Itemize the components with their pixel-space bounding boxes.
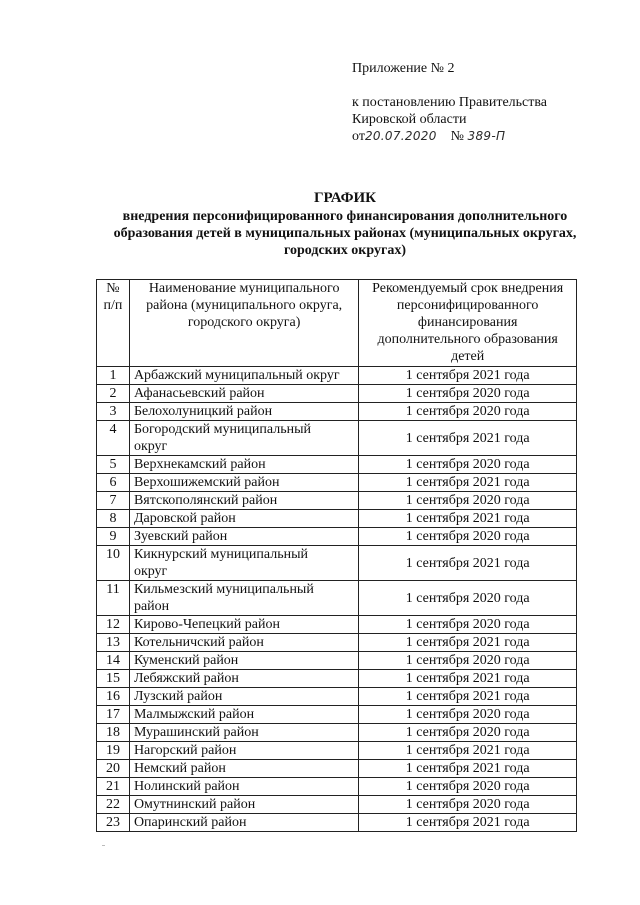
table-row (97, 670, 577, 688)
row-number: 3 (97, 403, 130, 421)
row-number: 6 (97, 474, 130, 492)
table-body (97, 367, 577, 832)
district-name-line: округ (133, 564, 168, 579)
row-number: 11 (97, 581, 130, 616)
table-row (97, 456, 577, 474)
row-number: 13 (97, 634, 130, 652)
table-row (97, 581, 577, 616)
row-deadline: 1 сентября 2020 года (359, 528, 577, 546)
row-district-name (129, 778, 358, 796)
table-row (97, 616, 577, 634)
row-district-name (129, 546, 358, 581)
district-name-line: Даровской район (133, 511, 236, 526)
table-row (97, 706, 577, 724)
district-name-line: Мурашинский район (133, 725, 259, 740)
row-deadline: 1 сентября 2020 года (359, 385, 577, 403)
district-name-line: Лебяжский район (133, 671, 239, 686)
row-deadline: 1 сентября 2020 года (359, 616, 577, 634)
table-row (97, 814, 577, 832)
district-name-line: район (133, 599, 170, 614)
row-deadline: 1 сентября 2021 года (359, 546, 577, 581)
row-number: 19 (97, 742, 130, 760)
district-name-line: Лузский район (133, 689, 223, 704)
row-deadline: 1 сентября 2021 года (359, 421, 577, 456)
row-deadline: 1 сентября 2020 года (359, 581, 577, 616)
table-row (97, 760, 577, 778)
heading-title: ГРАФИК (313, 190, 377, 206)
row-district-name (129, 403, 358, 421)
row-district-name (129, 367, 358, 385)
row-number: 1 (97, 367, 130, 385)
row-district-name (129, 616, 358, 634)
district-name-line: Омутнинский район (133, 797, 256, 812)
row-deadline: 1 сентября 2020 года (359, 652, 577, 670)
annex-ref-line2: Кировской области (352, 112, 467, 127)
row-deadline: 1 сентября 2021 года (359, 367, 577, 385)
table-row (97, 742, 577, 760)
district-name-line: Вятскополянский район (133, 493, 278, 508)
heading-line3: городских округах) (283, 243, 406, 258)
table-row (97, 652, 577, 670)
row-deadline: 1 сентября 2020 года (359, 492, 577, 510)
scan-mark (102, 845, 105, 846)
district-name-line: Верхошижемский район (133, 475, 280, 490)
header-num: № п/п (97, 280, 130, 367)
table-row (97, 778, 577, 796)
row-district-name (129, 688, 358, 706)
district-name-line: Нолинский район (133, 779, 240, 794)
district-name-line: Малмыжский район (133, 707, 255, 722)
row-district-name (129, 456, 358, 474)
row-deadline: 1 сентября 2020 года (359, 796, 577, 814)
row-deadline: 1 сентября 2021 года (359, 474, 577, 492)
district-name-line: Опаринский район (133, 815, 247, 830)
district-name-line: Нагорский район (133, 743, 237, 758)
row-deadline: 1 сентября 2020 года (359, 456, 577, 474)
header-name: Наименование муниципального района (муниципального округа, городского округа) (129, 280, 358, 367)
table-row (97, 403, 577, 421)
row-district-name (129, 706, 358, 724)
row-district-name (129, 760, 358, 778)
district-name-line: Верхнекамский район (133, 457, 266, 472)
handwritten-number: 389-П (467, 129, 506, 143)
district-name-line: Арбажский муниципальный округ (133, 368, 340, 383)
row-district-name (129, 528, 358, 546)
row-deadline: 1 сентября 2020 года (359, 706, 577, 724)
row-number: 10 (97, 546, 130, 581)
header-term: Рекомендуемый срок внедрения персонифицированного финансирования дополнительного образования детей (359, 280, 577, 367)
row-district-name (129, 510, 358, 528)
row-deadline: 1 сентября 2021 года (359, 688, 577, 706)
table-row (97, 796, 577, 814)
row-district-name (129, 814, 358, 832)
row-deadline: 1 сентября 2021 года (359, 742, 577, 760)
row-district-name (129, 421, 358, 456)
table-row (97, 421, 577, 456)
table-row (97, 510, 577, 528)
table-header-row (97, 280, 577, 367)
table-row (97, 688, 577, 706)
district-name-line: Кирово-Чепецкий район (133, 617, 280, 632)
row-district-name (129, 385, 358, 403)
district-name-line: Афанасьевский район (133, 386, 265, 401)
row-deadline: 1 сентября 2021 года (359, 634, 577, 652)
district-name-line: Куменский район (133, 653, 239, 668)
row-number: 4 (97, 421, 130, 456)
row-number: 20 (97, 760, 130, 778)
number-prefix: № (450, 129, 465, 144)
district-name-line: Белохолуницкий район (133, 404, 273, 419)
row-district-name (129, 474, 358, 492)
row-deadline: 1 сентября 2020 года (359, 403, 577, 421)
row-number: 21 (97, 778, 130, 796)
handwritten-date: 20.07.2020 (364, 129, 437, 143)
row-district-name (129, 634, 358, 652)
district-name-line: округ (133, 439, 168, 454)
table-row (97, 367, 577, 385)
row-number: 5 (97, 456, 130, 474)
row-district-name (129, 724, 358, 742)
annex-date-line (352, 128, 547, 145)
row-deadline: 1 сентября 2020 года (359, 778, 577, 796)
annex-block (352, 60, 547, 145)
row-deadline: 1 сентября 2021 года (359, 814, 577, 832)
district-name-line: Богородский муниципальный (133, 422, 312, 437)
row-number: 23 (97, 814, 130, 832)
schedule-table (96, 279, 577, 832)
row-number: 17 (97, 706, 130, 724)
annex-ref-line1: к постановлению Правительства (352, 95, 548, 110)
row-district-name (129, 670, 358, 688)
district-name-line: Немский район (133, 761, 226, 776)
row-number: 7 (97, 492, 130, 510)
row-number: 18 (97, 724, 130, 742)
table-row (97, 724, 577, 742)
row-number: 22 (97, 796, 130, 814)
heading-line1: внедрения персонифицированного финансирования дополнительного (122, 209, 568, 224)
row-deadline: 1 сентября 2021 года (359, 670, 577, 688)
row-deadline: 1 сентября 2020 года (359, 724, 577, 742)
row-deadline: 1 сентября 2021 года (359, 510, 577, 528)
row-number: 9 (97, 528, 130, 546)
row-number: 8 (97, 510, 130, 528)
row-number: 15 (97, 670, 130, 688)
table-row (97, 546, 577, 581)
row-number: 12 (97, 616, 130, 634)
row-number: 16 (97, 688, 130, 706)
row-district-name (129, 742, 358, 760)
document-heading (95, 190, 595, 259)
district-name-line: Котельничский район (133, 635, 264, 650)
annex-title: Приложение № 2 (352, 61, 455, 76)
row-number: 2 (97, 385, 130, 403)
district-name-line: Зуевский район (133, 529, 228, 544)
date-prefix: от (352, 129, 365, 144)
district-name-line: Кильмезский муниципальный (133, 582, 314, 597)
table-row (97, 528, 577, 546)
table-row (97, 474, 577, 492)
table-row (97, 385, 577, 403)
heading-line2: образования детей в муниципальных районах (муниципальных округах, (113, 226, 577, 241)
table-row (97, 492, 577, 510)
row-district-name (129, 652, 358, 670)
district-name-line: Кикнурский муниципальный (133, 547, 308, 562)
row-district-name (129, 581, 358, 616)
row-district-name (129, 492, 358, 510)
table-row (97, 634, 577, 652)
row-number: 14 (97, 652, 130, 670)
row-deadline: 1 сентября 2021 года (359, 760, 577, 778)
row-district-name (129, 796, 358, 814)
